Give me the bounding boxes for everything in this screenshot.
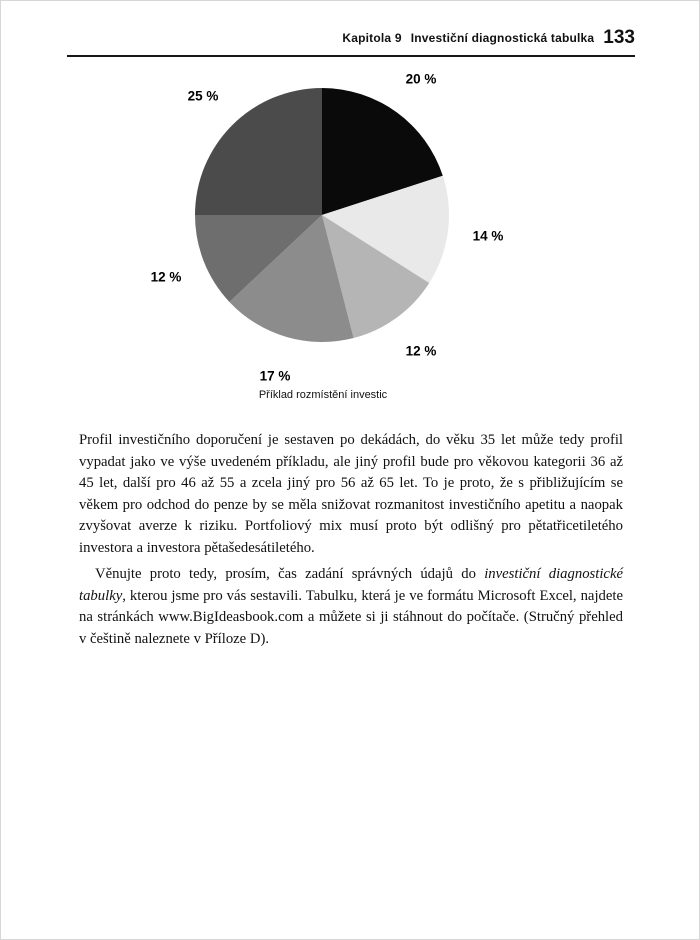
pie-slice-label-1: 20 % (405, 71, 437, 87)
page-number: 133 (603, 27, 635, 48)
chart-caption: Příklad rozmístění investic (258, 389, 388, 401)
pie-chart-svg (1, 61, 700, 391)
body-text (79, 430, 623, 650)
text-run: , kterou jsme pro vás sestavili. Tabulku, která je ve formátu Microsoft Excel, najdete na stránkách www.BigIdeasbook.com a můžete si ji stáhnout do počítače. (Stručný přehled v češtině naleznete v Příloze D). (79, 587, 623, 647)
pie-slice-label-2: 14 % (472, 228, 504, 244)
pie-chart (1, 61, 700, 391)
pie-slice-label-4: 17 % (259, 368, 291, 384)
paragraph-2 (79, 564, 623, 650)
pie-slice-6 (195, 88, 322, 215)
pie-chart-figure (1, 61, 700, 391)
pie-slice-label-5: 12 % (150, 269, 182, 285)
text-run: Věnujte proto tedy, prosím, čas zadání správných údajů do (95, 566, 485, 582)
italic-run: investiční diagnostické tabulky (79, 566, 623, 604)
pie-slice-label-6: 25 % (187, 88, 219, 104)
paragraph-1: Profil investičního doporučení je sestaven po dekádách, do věku 35 let může tedy profil vypadat jako ve výše uvedeném příkladu, ale jiný profil bude pro věkovou kategorii 36 až 45 let, další pro 46 až 55 a zcela jiný pro 56 až 65 let. To je proto, že s přibližujícím se věkem pro odchod do penze by se měla snižovat rozmanitost investičního apetitu a naopak zvyšovat averze k riziku. Portfoliový mix musí proto být odlišný pro pětatřicetiletého investora a investora pětašedesátiletého. (79, 432, 623, 556)
chapter-label: Kapitola 9 (342, 31, 402, 45)
running-header (67, 27, 635, 57)
chapter-title: Investiční diagnostická tabulka (410, 31, 595, 45)
pie-slice-label-3: 12 % (405, 343, 437, 359)
